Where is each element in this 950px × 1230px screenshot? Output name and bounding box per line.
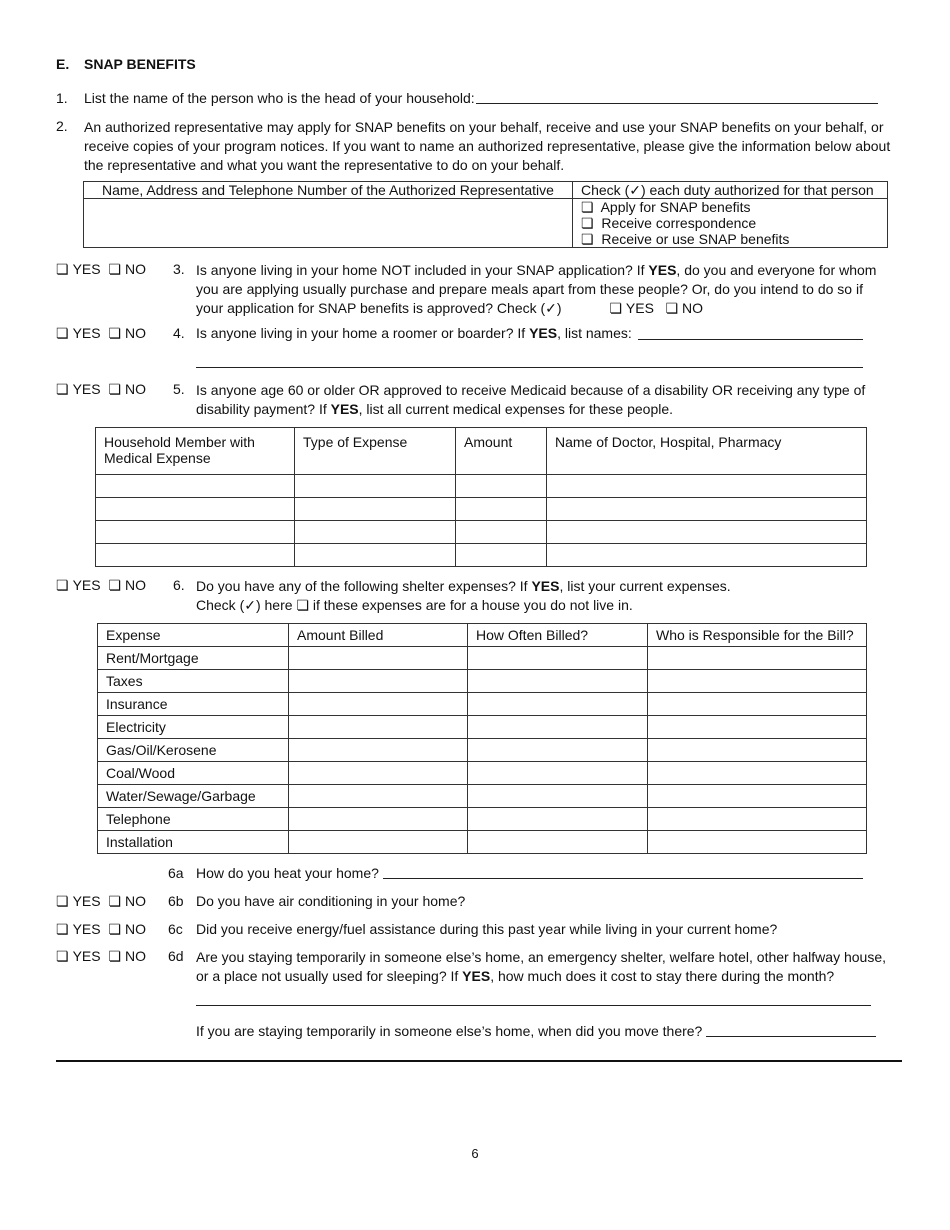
checkbox-icon[interactable]: ❏ bbox=[108, 577, 122, 593]
page-number: 6 bbox=[471, 1146, 479, 1161]
q6-text-part: Check (✓) here bbox=[196, 597, 297, 613]
q3-text-bold: YES bbox=[648, 262, 677, 278]
head-of-household-field[interactable] bbox=[476, 103, 878, 104]
q4-text-bold: YES bbox=[529, 325, 558, 341]
expense-label: Telephone bbox=[98, 808, 289, 831]
table-row bbox=[98, 739, 867, 762]
table-cell[interactable] bbox=[289, 808, 468, 831]
q6b-text: Do you have air conditioning in your home? bbox=[196, 893, 466, 909]
yes-label: YES bbox=[625, 300, 654, 316]
q2-number: 2. bbox=[56, 118, 68, 134]
shelter-header-frequency: How Often Billed? bbox=[468, 624, 648, 647]
section-divider bbox=[56, 1060, 902, 1062]
q2-line: receive copies of your program notices. If you want to name an authorized representative, please give the information below about bbox=[84, 138, 891, 154]
expense-label: Coal/Wood bbox=[98, 762, 289, 785]
table-cell[interactable] bbox=[295, 544, 456, 567]
table-cell[interactable] bbox=[295, 475, 456, 498]
yes-label: YES bbox=[72, 893, 101, 909]
table-cell[interactable] bbox=[648, 670, 867, 693]
checkbox-icon[interactable]: ❏ bbox=[581, 199, 594, 215]
q3-text-part: Is anyone living in your home NOT included in your SNAP application? If bbox=[196, 262, 649, 278]
table-cell[interactable] bbox=[468, 670, 648, 693]
q6-number: 6. bbox=[173, 577, 185, 593]
q3-yes-no bbox=[56, 261, 150, 277]
table-row bbox=[98, 808, 867, 831]
q5-text bbox=[196, 381, 896, 419]
table-cell[interactable] bbox=[289, 716, 468, 739]
table-cell[interactable] bbox=[547, 498, 867, 521]
yes-label: YES bbox=[72, 921, 101, 937]
q4-yes-no bbox=[56, 325, 150, 341]
checkbox-icon[interactable]: ❏ bbox=[108, 921, 122, 937]
q4-number: 4. bbox=[173, 325, 185, 341]
q6c-number: 6c bbox=[168, 921, 183, 937]
q6c-yes-no bbox=[56, 921, 150, 937]
no-label: NO bbox=[682, 300, 704, 316]
q6-text-part: , list your current expenses. bbox=[559, 578, 731, 594]
q4-text bbox=[196, 325, 632, 341]
q3-number: 3. bbox=[173, 261, 185, 277]
q6b-number: 6b bbox=[168, 893, 184, 909]
checkbox-icon[interactable]: ❏ bbox=[56, 893, 69, 909]
q1-number: 1. bbox=[56, 90, 68, 106]
section-letter: E. bbox=[56, 56, 70, 72]
q6d-yes-no bbox=[56, 948, 150, 964]
q5-text-part: , list all current medical expenses for these people. bbox=[358, 401, 674, 417]
q6d-move-text: If you are staying temporarily in someone else’s home, when did you move there? bbox=[196, 1023, 703, 1039]
duty-label: Receive or use SNAP benefits bbox=[601, 231, 790, 247]
checkbox-icon[interactable]: ❏ bbox=[296, 597, 309, 613]
table-cell[interactable] bbox=[468, 762, 648, 785]
shelter-expense-table bbox=[97, 623, 867, 854]
no-label: NO bbox=[125, 893, 147, 909]
duty-label: Apply for SNAP benefits bbox=[600, 199, 751, 215]
q1-text: List the name of the person who is the head of your household: bbox=[84, 90, 475, 106]
roomer-names-field-2[interactable] bbox=[196, 367, 863, 368]
q5-number: 5. bbox=[173, 381, 185, 397]
roomer-names-field[interactable] bbox=[638, 339, 863, 340]
checkbox-icon[interactable]: ❏ bbox=[56, 921, 69, 937]
q6a-number: 6a bbox=[168, 865, 184, 881]
table-cell[interactable] bbox=[96, 544, 295, 567]
med-header-type: Type of Expense bbox=[295, 428, 456, 475]
table-row bbox=[96, 475, 867, 498]
no-label: NO bbox=[125, 948, 147, 964]
q6a-text: How do you heat your home? bbox=[196, 865, 379, 881]
table-cell[interactable] bbox=[456, 521, 547, 544]
checkbox-icon[interactable]: ❏ bbox=[108, 893, 122, 909]
q5-text-bold: YES bbox=[330, 401, 359, 417]
checkbox-icon[interactable]: ❏ bbox=[581, 231, 594, 247]
rep-duties-cell bbox=[573, 199, 888, 248]
expense-label: Electricity bbox=[98, 716, 289, 739]
table-row bbox=[98, 716, 867, 739]
checkbox-icon[interactable]: ❏ bbox=[665, 300, 679, 316]
table-cell[interactable] bbox=[295, 498, 456, 521]
q5-text-line: Is anyone age 60 or older OR approved to receive Medicaid because of a disability OR receiving any type of bbox=[196, 382, 866, 398]
no-label: NO bbox=[125, 261, 147, 277]
expense-label: Insurance bbox=[98, 693, 289, 716]
duty-label: Receive correspondence bbox=[601, 215, 757, 231]
table-cell[interactable] bbox=[456, 475, 547, 498]
med-header-amount: Amount bbox=[456, 428, 547, 475]
table-row bbox=[98, 693, 867, 716]
yes-label: YES bbox=[72, 381, 101, 397]
table-cell[interactable] bbox=[96, 498, 295, 521]
q6-text-bold: YES bbox=[531, 578, 560, 594]
q4-text-part: , list names: bbox=[557, 325, 632, 341]
q5-text-part: disability payment? If bbox=[196, 401, 331, 417]
table-cell[interactable] bbox=[289, 785, 468, 808]
table-row bbox=[98, 647, 867, 670]
table-cell[interactable] bbox=[96, 521, 295, 544]
table-cell[interactable] bbox=[289, 831, 468, 854]
q6d-number: 6d bbox=[168, 948, 184, 964]
table-cell[interactable] bbox=[468, 808, 648, 831]
shelter-cost-field[interactable] bbox=[196, 1005, 871, 1006]
table-cell[interactable] bbox=[547, 544, 867, 567]
table-cell[interactable] bbox=[648, 808, 867, 831]
table-cell[interactable] bbox=[648, 716, 867, 739]
table-cell[interactable] bbox=[295, 521, 456, 544]
q2-line: An authorized representative may apply for SNAP benefits on your behalf, receive and use your SNAP benefits on your behalf, or bbox=[84, 119, 884, 135]
table-cell[interactable] bbox=[289, 670, 468, 693]
checkbox-icon[interactable]: ❏ bbox=[56, 261, 69, 277]
expense-label: Taxes bbox=[98, 670, 289, 693]
table-cell[interactable] bbox=[547, 475, 867, 498]
checkbox-icon[interactable]: ❏ bbox=[56, 948, 69, 964]
table-row bbox=[96, 498, 867, 521]
table-cell[interactable] bbox=[648, 739, 867, 762]
checkbox-icon[interactable]: ❏ bbox=[609, 300, 622, 316]
q3-text-line: your application for SNAP benefits is approved? Check (✓) bbox=[196, 300, 562, 316]
medical-expense-table bbox=[95, 427, 867, 567]
q3-text-line: you are applying usually purchase and prepare meals apart from these people? Or, do you intend to do so if bbox=[196, 281, 863, 297]
q2-text bbox=[84, 118, 904, 175]
yes-label: YES bbox=[72, 325, 101, 341]
table-cell[interactable] bbox=[456, 544, 547, 567]
q2-line: the representative and what you want the representative to do on your behalf. bbox=[84, 157, 565, 173]
checkbox-icon[interactable]: ❏ bbox=[581, 215, 594, 231]
q3-text-part: , do you and everyone for whom bbox=[676, 262, 877, 278]
med-header-member-line: Household Member with bbox=[104, 434, 255, 450]
table-cell[interactable] bbox=[468, 647, 648, 670]
move-date-field[interactable] bbox=[706, 1036, 876, 1037]
no-label: NO bbox=[125, 325, 147, 341]
q3-text bbox=[196, 261, 896, 318]
table-cell[interactable] bbox=[648, 785, 867, 808]
table-cell[interactable] bbox=[96, 475, 295, 498]
table-row bbox=[96, 544, 867, 567]
table-cell[interactable] bbox=[468, 716, 648, 739]
q6-text-part: Do you have any of the following shelter expenses? If bbox=[196, 578, 532, 594]
q5-yes-no bbox=[56, 381, 150, 397]
no-label: NO bbox=[125, 921, 147, 937]
q6d-text-bold: YES bbox=[462, 968, 491, 984]
table-cell[interactable] bbox=[648, 647, 867, 670]
table-row bbox=[96, 521, 867, 544]
table-cell[interactable] bbox=[289, 693, 468, 716]
yes-label: YES bbox=[72, 261, 101, 277]
q6c-text: Did you receive energy/fuel assistance during this past year while living in your current home? bbox=[196, 921, 778, 937]
q4-text-part: Is anyone living in your home a roomer or boarder? If bbox=[196, 325, 530, 341]
no-label: NO bbox=[125, 577, 147, 593]
section-title: SNAP BENEFITS bbox=[84, 56, 196, 72]
checkbox-icon[interactable]: ❏ bbox=[108, 325, 122, 341]
yes-label: YES bbox=[72, 948, 101, 964]
med-header-member-line: Medical Expense bbox=[104, 450, 211, 466]
table-cell[interactable] bbox=[468, 831, 648, 854]
table-cell[interactable] bbox=[289, 739, 468, 762]
table-row bbox=[98, 831, 867, 854]
med-header-provider: Name of Doctor, Hospital, Pharmacy bbox=[547, 428, 867, 475]
rep-name-address-field[interactable] bbox=[84, 199, 573, 248]
expense-label: Installation bbox=[98, 831, 289, 854]
heating-method-field[interactable] bbox=[383, 878, 863, 879]
table-row bbox=[98, 762, 867, 785]
duty-option[interactable] bbox=[581, 231, 879, 247]
duty-option[interactable] bbox=[581, 215, 879, 231]
rep-table-header-name: Name, Address and Telephone Number of the Authorized Representative bbox=[84, 182, 573, 199]
table-cell[interactable] bbox=[289, 762, 468, 785]
authorized-representative-table bbox=[83, 181, 888, 248]
no-label: NO bbox=[125, 381, 147, 397]
med-header-member bbox=[96, 428, 295, 475]
q6-yes-no bbox=[56, 577, 150, 593]
table-cell[interactable] bbox=[289, 647, 468, 670]
table-cell[interactable] bbox=[468, 785, 648, 808]
checkbox-icon[interactable]: ❏ bbox=[56, 381, 69, 397]
checkbox-icon[interactable]: ❏ bbox=[56, 325, 69, 341]
table-cell[interactable] bbox=[468, 693, 648, 716]
expense-label: Rent/Mortgage bbox=[98, 647, 289, 670]
checkbox-icon[interactable]: ❏ bbox=[108, 948, 122, 964]
duty-option[interactable] bbox=[581, 199, 879, 215]
q6-text bbox=[196, 577, 896, 615]
q6d-text-part: or a place not usually used for sleeping? If bbox=[196, 968, 463, 984]
q6d-text-line: Are you staying temporarily in someone else’s home, an emergency shelter, welfare hotel, other halfway house, bbox=[196, 949, 886, 965]
table-cell[interactable] bbox=[648, 762, 867, 785]
checkbox-icon[interactable]: ❏ bbox=[108, 261, 122, 277]
expense-label: Gas/Oil/Kerosene bbox=[98, 739, 289, 762]
table-cell[interactable] bbox=[456, 498, 547, 521]
table-cell[interactable] bbox=[648, 693, 867, 716]
q6d-text bbox=[196, 948, 896, 986]
checkbox-icon[interactable]: ❏ bbox=[108, 381, 122, 397]
rep-table-header-duties: Check (✓) each duty authorized for that person bbox=[573, 182, 888, 199]
shelter-header-expense: Expense bbox=[98, 624, 289, 647]
q6d-text-part: , how much does it cost to stay there during the month? bbox=[490, 968, 835, 984]
expense-label: Water/Sewage/Garbage bbox=[98, 785, 289, 808]
checkbox-icon[interactable]: ❏ bbox=[56, 577, 69, 593]
q6b-yes-no bbox=[56, 893, 150, 909]
table-cell[interactable] bbox=[648, 831, 867, 854]
yes-label: YES bbox=[72, 577, 101, 593]
table-cell[interactable] bbox=[468, 739, 648, 762]
table-row bbox=[98, 785, 867, 808]
table-cell[interactable] bbox=[547, 521, 867, 544]
shelter-header-responsible: Who is Responsible for the Bill? bbox=[648, 624, 867, 647]
shelter-header-amount: Amount Billed bbox=[289, 624, 468, 647]
q6-text-part: if these expenses are for a house you do not live in. bbox=[309, 597, 633, 613]
table-row bbox=[98, 670, 867, 693]
